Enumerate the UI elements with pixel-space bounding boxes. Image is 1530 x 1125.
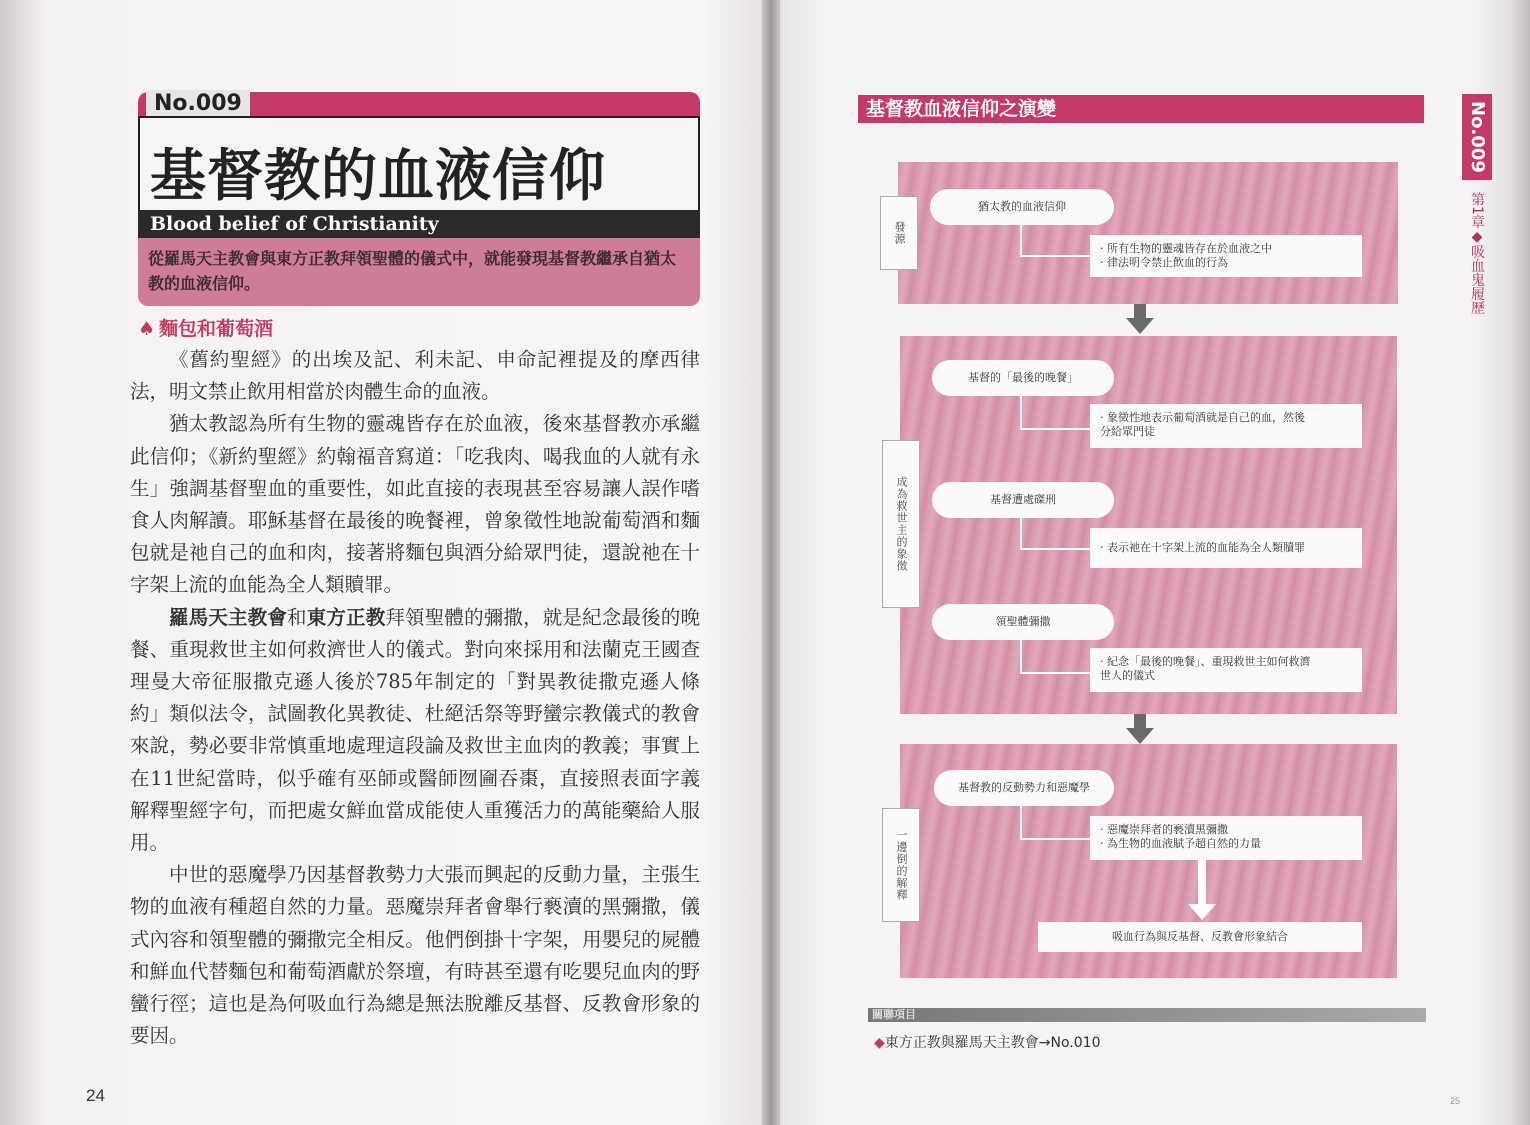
- entry-subtitle: Blood belief of Christianity: [150, 213, 439, 235]
- entry-header: [138, 92, 700, 306]
- spade-icon: ♠: [138, 318, 156, 340]
- crucifixion-pill: 基督遭處磔刑: [932, 482, 1114, 518]
- connector-2: [1020, 396, 1092, 430]
- stage-interpretation-label: 一邊倒的解釋: [882, 808, 920, 922]
- demonology-note-line2: · 為生物的血液賦予超自然的力量: [1100, 837, 1261, 850]
- diamond-icon: ◆: [874, 1035, 885, 1051]
- related-item-text: 東方正教與羅馬天主教會→No.010: [884, 1035, 1101, 1051]
- origin-note-line1: · 所有生物的靈魂皆存在於血液之中: [1100, 242, 1272, 255]
- demonology-note: [1090, 816, 1362, 860]
- bold-term-catholic: 羅馬天主教會: [169, 605, 288, 629]
- section-heading-text: 麵包和葡萄酒: [159, 318, 274, 340]
- side-number-tab: [1462, 94, 1492, 180]
- down-arrow-icon: [1124, 304, 1156, 334]
- origin-note: [1090, 235, 1362, 277]
- crucifixion-note: · 表示祂在十字架上流的血能為全人類贖罪: [1090, 528, 1362, 568]
- last-supper-note-line2: 分給眾門徒: [1100, 425, 1155, 438]
- demonology-pill: 基督教的反動勢力和惡魔學: [934, 770, 1114, 806]
- connector-5: [1020, 806, 1092, 840]
- subtitle-bar: [138, 210, 700, 238]
- right-page-number: 25: [1450, 1096, 1461, 1106]
- connector-1: [1020, 225, 1092, 257]
- p3-rest: 拜領聖體的彌撒，就是紀念最後的晚餐、重現救世主如何救濟世人的儀式。對向來採用和法蘭克王國查理曼大帝征服撒克遜人後於785年制定的「對異教徒撒克遜人條約」類似法令，試圖教化異教徒、杜絕活祭等野蠻宗教儀式的教會來說，勢必要非常慎重地處理這段論及救世主血肉的教義；事實上在11世紀當時，似乎確有巫師或醫師囫圇吞棗，直接照表面字義解釋聖經字句，而把處女鮮血當成能使人重獲活力的萬能藥給人服用。: [130, 605, 700, 855]
- title-box: [138, 116, 700, 214]
- paragraph-3: [130, 602, 700, 860]
- section-heading: [138, 314, 273, 341]
- down-arrow-icon: [1124, 714, 1156, 744]
- last-supper-note: [1090, 404, 1362, 448]
- result-box: 吸血行為與反基督、反教會形象結合: [1038, 922, 1362, 952]
- paragraph-1: 《舊約聖經》的出埃及記、利未記、申命記裡提及的摩西律法，明文禁止飲用相當於肉體生命的血液。: [130, 348, 700, 404]
- paragraph-4: 中世的惡魔學乃因基督教勢力大張而興起的反動力量，主張生物的血液有種超自然的力量。惡魔崇拜者會舉行褻瀆的黑彌撒，儀式內容和領聖體的彌撒完全相反。他們倒掛十字架，用嬰兒的屍體和鮮血代替麵包和葡萄酒獻於祭壇，有時甚至還有吃嬰兒血肉的野蠻行徑；這也是為何吸血行為總是無法脫離反基督、反教會形象的要因。: [130, 863, 700, 1048]
- left-page-number: 24: [86, 1086, 105, 1105]
- book-gutter: [762, 0, 780, 1125]
- side-chapter: 第1章◆吸血鬼履歷: [1469, 192, 1485, 315]
- paragraph-2: 猶太教認為所有生物的靈魂皆存在於血液，後來基督教亦承繼此信仰；《新約聖經》約翰福音寫道：「吃我肉、喝我血的人就有永生」強調基督聖血的重要性，如此直接的表現甚至容易讓人誤作嗜食人肉解讀。耶穌基督在最後的晚餐裡，曾象徵性地說葡萄酒和麵包就是祂自己的血和肉，接著將麵包與酒分給眾門徒，還說祂在十字架上流的血能為全人類贖罪。: [130, 412, 700, 597]
- related-items-bar: [868, 1008, 1426, 1022]
- connector-4: [1020, 640, 1092, 674]
- last-supper-pill: 基督的「最後的晚餐」: [932, 360, 1114, 396]
- side-number: No.009: [1467, 101, 1488, 173]
- diagram-title: 基督教血液信仰之演變: [866, 98, 1057, 120]
- summary-box: [138, 238, 700, 306]
- related-items-label: 關聯項目: [872, 1008, 916, 1021]
- origin-note-line2: · 律法明令禁止飲血的行為: [1100, 256, 1228, 269]
- communion-note-line1: · 紀念「最後的晚餐」、重現救世主如何救濟: [1100, 655, 1311, 668]
- down-arrow-icon: [1186, 860, 1218, 922]
- last-supper-note-line1: · 象徵性地表示葡萄酒就是自己的血，然後: [1100, 411, 1305, 424]
- stage-origin-panel: [898, 162, 1398, 304]
- entry-summary: 從羅馬天主教會與東方正教拜領聖體的儀式中，就能發現基督教繼承自猶太教的血液信仰。: [148, 249, 677, 293]
- bold-term-orthodox: 東方正教: [306, 605, 386, 629]
- communion-mass-note: [1090, 648, 1362, 692]
- stage-symbol-label: 成為救世主的象徵: [882, 440, 920, 608]
- entry-title: 基督教的血液信仰: [150, 144, 606, 209]
- origin-pill: 猶太教的血液信仰: [930, 189, 1114, 225]
- communion-note-line2: 世人的儀式: [1100, 669, 1155, 682]
- body-text: [130, 344, 700, 1052]
- p3-connector: 和: [287, 605, 307, 629]
- diagram-title-bar: [858, 95, 1424, 123]
- demonology-note-line1: · 惡魔崇拜者的褻瀆黑彌撒: [1100, 823, 1228, 836]
- communion-mass-pill: 領聖體彌撒: [932, 604, 1114, 640]
- related-item[interactable]: [874, 1032, 1100, 1052]
- stage-origin-label: 發源: [880, 196, 918, 270]
- connector-3: [1020, 518, 1092, 550]
- entry-number-badge: No.009: [146, 90, 250, 118]
